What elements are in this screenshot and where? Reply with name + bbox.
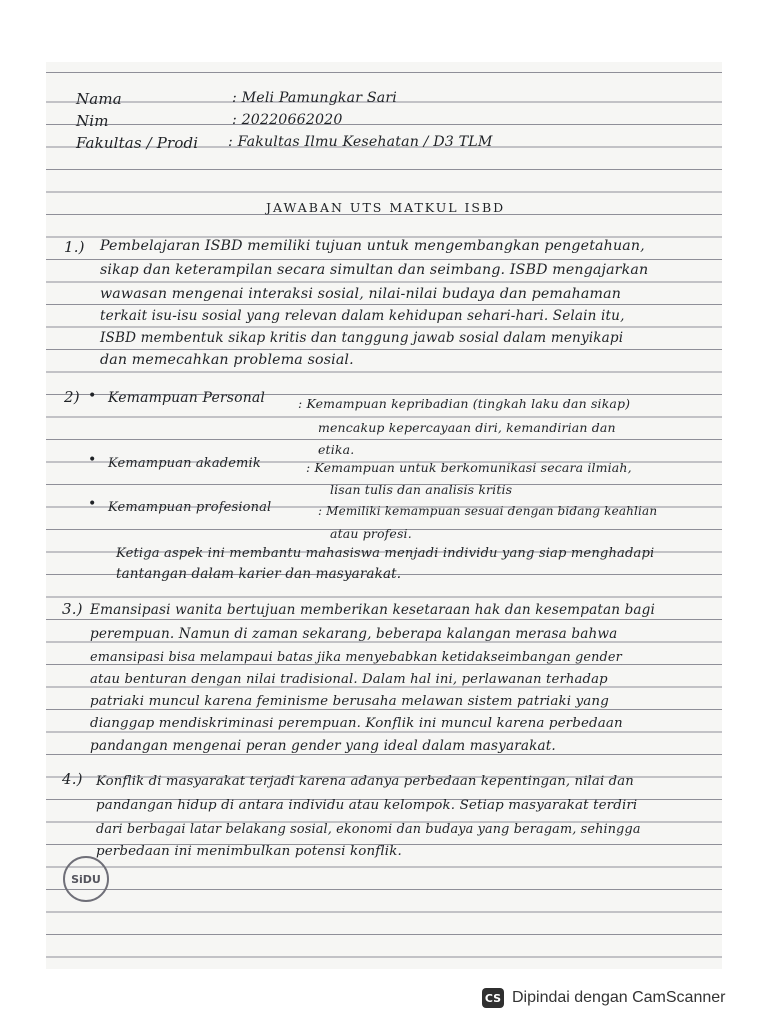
answer-3-line: atau benturan dengan nilai tradisional. Dalam hal ini, perlawanan terhadap	[90, 672, 608, 687]
answer-2-item-1-line: mencakup kepercayaan diri, kemandirian dan	[318, 420, 616, 435]
nim-label: Nim	[76, 112, 109, 130]
nama-label: Nama	[76, 90, 122, 108]
answer-2-item-3-line: atau profesi.	[330, 526, 412, 541]
notebook-brand-logo: SiDU	[63, 856, 109, 902]
answer-4-line: Konflik di masyarakat terjadi karena adanya perbedaan kepentingan, nilai dan	[96, 774, 634, 789]
bullet-icon: •	[88, 452, 97, 468]
camscanner-watermark	[482, 986, 725, 1010]
answer-1-line: sikap dan keterampilan secara simultan dan seimbang. ISBD mengajarkan	[100, 262, 649, 278]
camscanner-label: Dipindai dengan CamScanner	[512, 989, 726, 1006]
answer-2-closing-line: tantangan dalam karier dan masyarakat.	[116, 566, 402, 582]
answer-2-item-1-label: Kemampuan Personal	[108, 390, 265, 406]
answer-1-line: wawasan mengenai interaksi sosial, nilai-nilai budaya dan pemahaman	[100, 286, 622, 302]
answer-1-line: Pembelajaran ISBD memiliki tujuan untuk mengembangkan pengetahuan,	[100, 238, 645, 254]
answer-4-number: 4.)	[62, 770, 83, 788]
bullet-icon: •	[88, 388, 97, 404]
answer-2-item-1-line: etika.	[318, 442, 355, 457]
answer-3-line: patriaki muncul karena feminisme berusaha melawan sistem patriaki yang	[90, 694, 609, 709]
answer-2-item-3-label: Kemampuan profesional	[108, 500, 272, 515]
answer-2-item-1-line: : Kemampuan kepribadian (tingkah laku dan sikap)	[298, 396, 631, 411]
answer-2-item-2-line: lisan tulis dan analisis kritis	[330, 482, 513, 497]
answer-2-item-2-label: Kemampuan akademik	[108, 456, 261, 471]
answer-1-line: ISBD membentuk sikap kritis dan tanggung jawab sosial dalam menyikapi	[100, 330, 624, 346]
fakultas-value: : Fakultas Ilmu Kesehatan / D3 TLM	[228, 134, 493, 150]
nim-value: : 20220662020	[232, 112, 343, 128]
nama-value: : Meli Pamungkar Sari	[232, 90, 397, 106]
page-title: JAWABAN UTS MATKUL ISBD	[266, 200, 506, 215]
camscanner-icon: CS	[482, 988, 504, 1008]
answer-1-line: terkait isu-isu sosial yang relevan dalam kehidupan sehari-hari. Selain itu,	[100, 308, 625, 324]
answer-2-closing-line: Ketiga aspek ini membantu mahasiswa menjadi individu yang siap menghadapi	[116, 546, 655, 561]
answer-3-line: dianggap mendiskriminasi perempuan. Konflik ini muncul karena perbedaan	[90, 716, 623, 731]
answer-3-number: 3.)	[62, 600, 83, 618]
answer-1-number: 1.)	[64, 238, 85, 256]
answer-2-number: 2)	[64, 388, 80, 406]
answer-3-line: pandangan mengenai peran gender yang ideal dalam masyarakat.	[90, 738, 556, 754]
answer-2-item-2-line: : Kemampuan untuk berkomunikasi secara ilmiah,	[306, 460, 632, 475]
answer-3-line: emansipasi bisa melampaui batas jika menyebabkan ketidakseimbangan gender	[90, 650, 622, 665]
fakultas-label: Fakultas / Prodi	[76, 134, 199, 152]
answer-4-line: perbedaan ini menimbulkan potensi konflik.	[96, 844, 402, 859]
answer-4-line: dari berbagai latar belakang sosial, ekonomi dan budaya yang beragam, sehingga	[96, 822, 641, 837]
answer-4-line: pandangan hidup di antara individu atau kelompok. Setiap masyarakat terdiri	[96, 798, 638, 813]
answer-1-line: dan memecahkan problema sosial.	[100, 352, 354, 368]
answer-3-line: perempuan. Namun di zaman sekarang, beberapa kalangan merasa bahwa	[90, 626, 618, 642]
answer-2-item-3-line: : Memiliki kemampuan sesuai dengan bidang keahlian	[318, 504, 658, 518]
answer-3-line: Emansipasi wanita bertujuan memberikan kesetaraan hak dan kesempatan bagi	[90, 602, 656, 618]
bullet-icon: •	[88, 496, 97, 512]
